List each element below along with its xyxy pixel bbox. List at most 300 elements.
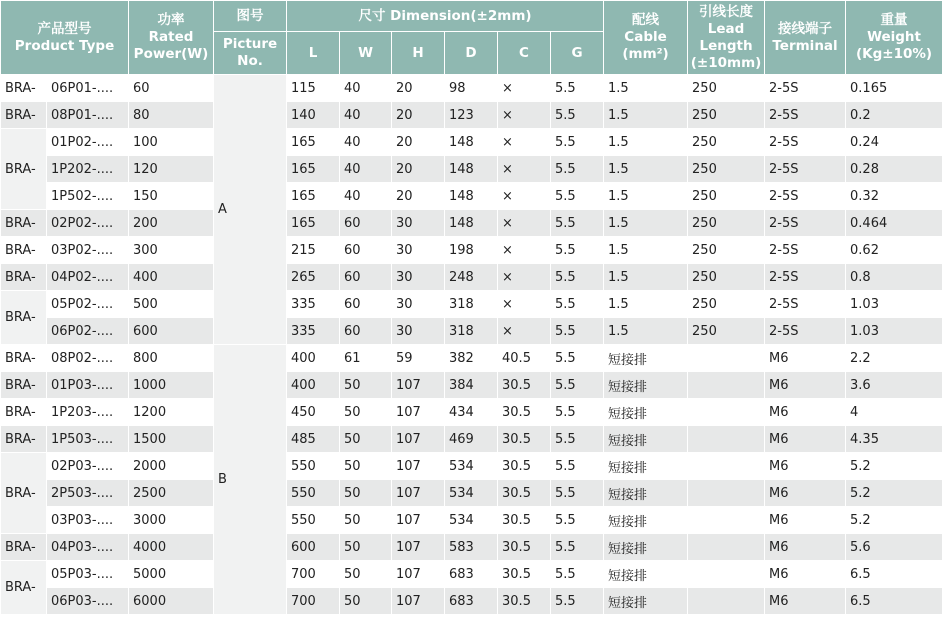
cell-cable: 短接排 bbox=[604, 372, 688, 399]
cell-dim-d: 683 bbox=[445, 588, 498, 615]
table-row bbox=[1, 588, 942, 615]
cell-cable: 短接排 bbox=[604, 453, 688, 480]
table-row bbox=[1, 264, 942, 291]
table-row bbox=[1, 237, 942, 264]
cell-dim-g: 5.5 bbox=[551, 534, 604, 561]
cell-picture-no: B bbox=[214, 345, 287, 615]
table-header bbox=[1, 1, 942, 75]
cell-dim-h: 107 bbox=[392, 453, 445, 480]
cell-lead-length: 250 bbox=[688, 318, 765, 345]
cell-dim-l: 700 bbox=[287, 561, 340, 588]
header-cable-cn: 配线 bbox=[632, 12, 660, 28]
cell-dim-w: 40 bbox=[340, 102, 392, 129]
cell-weight: 0.32 bbox=[846, 183, 942, 210]
header-rated-power-cn: 功率 bbox=[157, 12, 185, 28]
cell-cable: 1.5 bbox=[604, 129, 688, 156]
cell-model-suffix: 06P02-.... bbox=[47, 318, 129, 345]
cell-terminal: 2-5S bbox=[765, 318, 846, 345]
cell-dim-d: 198 bbox=[445, 237, 498, 264]
cell-dim-h: 107 bbox=[392, 507, 445, 534]
cell-rated-power: 80 bbox=[129, 102, 214, 129]
cell-dim-g: 5.5 bbox=[551, 480, 604, 507]
header-rated-power-en1: Rated bbox=[148, 29, 194, 45]
cell-rated-power: 2500 bbox=[129, 480, 214, 507]
cell-dim-c: 30.5 bbox=[498, 480, 551, 507]
header-dim-c: C bbox=[498, 32, 551, 75]
header-terminal-en: Terminal bbox=[772, 37, 838, 54]
cell-dim-d: 148 bbox=[445, 183, 498, 210]
header-product-type-en: Product Type bbox=[14, 37, 115, 54]
cell-dim-w: 50 bbox=[340, 480, 392, 507]
cell-model-prefix: BRA- bbox=[1, 453, 47, 534]
cell-model-prefix: BRA- bbox=[1, 264, 47, 291]
cell-model-suffix: 1P202-.... bbox=[47, 156, 129, 183]
cell-dim-c: × bbox=[498, 129, 551, 156]
header-dim-d: D bbox=[445, 32, 498, 75]
cell-dim-c: 30.5 bbox=[498, 507, 551, 534]
cell-lead-length: 250 bbox=[688, 291, 765, 318]
cell-terminal: M6 bbox=[765, 561, 846, 588]
cell-dim-c: 30.5 bbox=[498, 534, 551, 561]
cell-dim-c: × bbox=[498, 183, 551, 210]
cell-dim-g: 5.5 bbox=[551, 237, 604, 264]
cell-weight: 0.28 bbox=[846, 156, 942, 183]
cell-terminal: 2-5S bbox=[765, 156, 846, 183]
header-product-type-cn: 产品型号 bbox=[37, 20, 92, 37]
header-lead-en2: Length bbox=[699, 37, 753, 54]
table-row bbox=[1, 291, 942, 318]
cell-dim-w: 50 bbox=[340, 453, 392, 480]
header-cable bbox=[604, 1, 688, 75]
cell-model-suffix: 01P02-.... bbox=[47, 129, 129, 156]
cell-dim-w: 60 bbox=[340, 318, 392, 345]
cell-rated-power: 500 bbox=[129, 291, 214, 318]
cell-rated-power: 150 bbox=[129, 183, 214, 210]
cell-model-suffix: 1P503-.... bbox=[47, 426, 129, 453]
cell-lead-length bbox=[688, 426, 765, 453]
cell-cable: 1.5 bbox=[604, 156, 688, 183]
cell-dim-l: 400 bbox=[287, 372, 340, 399]
header-rated-power bbox=[129, 1, 214, 75]
cell-model-suffix: 06P01-.... bbox=[47, 75, 129, 102]
cell-dim-d: 123 bbox=[445, 102, 498, 129]
table-row bbox=[1, 102, 942, 129]
cell-terminal: M6 bbox=[765, 345, 846, 372]
cell-weight: 1.03 bbox=[846, 291, 942, 318]
cell-dim-c: 30.5 bbox=[498, 399, 551, 426]
cell-cable: 1.5 bbox=[604, 291, 688, 318]
cell-dim-d: 248 bbox=[445, 264, 498, 291]
cell-dim-w: 60 bbox=[340, 291, 392, 318]
cell-weight: 3.6 bbox=[846, 372, 942, 399]
cell-terminal: 2-5S bbox=[765, 264, 846, 291]
cell-lead-length bbox=[688, 372, 765, 399]
cell-cable: 短接排 bbox=[604, 588, 688, 615]
cell-dim-h: 107 bbox=[392, 588, 445, 615]
cell-weight: 0.62 bbox=[846, 237, 942, 264]
cell-dim-g: 5.5 bbox=[551, 129, 604, 156]
cell-model-prefix: BRA- bbox=[1, 399, 47, 426]
cell-model-suffix: 02P03-.... bbox=[47, 453, 129, 480]
header-picture bbox=[214, 1, 287, 32]
cell-model-prefix: BRA- bbox=[1, 237, 47, 264]
cell-dim-l: 600 bbox=[287, 534, 340, 561]
header-dimension-label: 尺寸 Dimension(±2mm) bbox=[358, 7, 532, 24]
table-row bbox=[1, 129, 942, 156]
cell-rated-power: 100 bbox=[129, 129, 214, 156]
cell-terminal: 2-5S bbox=[765, 210, 846, 237]
cell-dim-w: 50 bbox=[340, 561, 392, 588]
cell-cable: 1.5 bbox=[604, 102, 688, 129]
cell-weight: 2.2 bbox=[846, 345, 942, 372]
header-lead-en1: Lead bbox=[707, 20, 745, 37]
cell-dim-l: 115 bbox=[287, 75, 340, 102]
cell-dim-g: 5.5 bbox=[551, 264, 604, 291]
cell-rated-power: 120 bbox=[129, 156, 214, 183]
header-picture-no bbox=[214, 32, 287, 75]
cell-model-prefix: BRA- bbox=[1, 75, 47, 102]
cell-rated-power: 60 bbox=[129, 75, 214, 102]
cell-dim-l: 165 bbox=[287, 156, 340, 183]
cell-dim-c: × bbox=[498, 318, 551, 345]
header-picture-no-en2: No. bbox=[237, 53, 263, 69]
cell-terminal: M6 bbox=[765, 426, 846, 453]
cell-dim-d: 434 bbox=[445, 399, 498, 426]
cell-rated-power: 3000 bbox=[129, 507, 214, 534]
header-dim-w: W bbox=[340, 32, 392, 75]
cell-model-suffix: 03P03-.... bbox=[47, 507, 129, 534]
cell-dim-g: 5.5 bbox=[551, 561, 604, 588]
cell-cable: 短接排 bbox=[604, 534, 688, 561]
cell-weight: 1.03 bbox=[846, 318, 942, 345]
cell-dim-h: 20 bbox=[392, 75, 445, 102]
cell-model-suffix: 05P02-.... bbox=[47, 291, 129, 318]
cell-dim-g: 5.5 bbox=[551, 318, 604, 345]
cell-cable: 1.5 bbox=[604, 237, 688, 264]
cell-weight: 5.2 bbox=[846, 507, 942, 534]
cell-cable: 短接排 bbox=[604, 399, 688, 426]
cell-dim-l: 215 bbox=[287, 237, 340, 264]
cell-cable: 短接排 bbox=[604, 480, 688, 507]
cell-rated-power: 400 bbox=[129, 264, 214, 291]
cell-dim-h: 30 bbox=[392, 210, 445, 237]
cell-dim-c: 40.5 bbox=[498, 345, 551, 372]
cell-terminal: M6 bbox=[765, 507, 846, 534]
cell-dim-c: 30.5 bbox=[498, 561, 551, 588]
cell-weight: 6.5 bbox=[846, 561, 942, 588]
cell-dim-w: 50 bbox=[340, 507, 392, 534]
cell-model-prefix: BRA- bbox=[1, 345, 47, 372]
cell-model-suffix: 08P01-.... bbox=[47, 102, 129, 129]
cell-weight: 0.2 bbox=[846, 102, 942, 129]
cell-terminal: 2-5S bbox=[765, 291, 846, 318]
cell-dim-g: 5.5 bbox=[551, 102, 604, 129]
header-picture-no-en1: Picture bbox=[222, 36, 278, 52]
cell-dim-h: 30 bbox=[392, 237, 445, 264]
cell-dim-l: 165 bbox=[287, 210, 340, 237]
cell-dim-g: 5.5 bbox=[551, 291, 604, 318]
table-row bbox=[1, 318, 942, 345]
table-row bbox=[1, 75, 942, 102]
cell-dim-h: 20 bbox=[392, 183, 445, 210]
cell-dim-w: 50 bbox=[340, 426, 392, 453]
cell-rated-power: 2000 bbox=[129, 453, 214, 480]
cell-dim-h: 107 bbox=[392, 426, 445, 453]
cell-dim-d: 318 bbox=[445, 318, 498, 345]
cell-dim-c: × bbox=[498, 264, 551, 291]
cell-lead-length bbox=[688, 480, 765, 507]
cell-terminal: 2-5S bbox=[765, 183, 846, 210]
cell-dim-l: 550 bbox=[287, 480, 340, 507]
cell-dim-c: 30.5 bbox=[498, 372, 551, 399]
cell-dim-l: 450 bbox=[287, 399, 340, 426]
cell-dim-h: 59 bbox=[392, 345, 445, 372]
cell-dim-l: 700 bbox=[287, 588, 340, 615]
cell-dim-w: 40 bbox=[340, 75, 392, 102]
header-product-type bbox=[1, 1, 129, 75]
cell-dim-g: 5.5 bbox=[551, 210, 604, 237]
cell-dim-d: 148 bbox=[445, 210, 498, 237]
cell-dim-c: × bbox=[498, 291, 551, 318]
cell-weight: 5.6 bbox=[846, 534, 942, 561]
cell-dim-l: 265 bbox=[287, 264, 340, 291]
cell-lead-length bbox=[688, 507, 765, 534]
cell-dim-h: 20 bbox=[392, 156, 445, 183]
cell-model-prefix: BRA- bbox=[1, 129, 47, 210]
cell-cable: 短接排 bbox=[604, 345, 688, 372]
cell-weight: 4.35 bbox=[846, 426, 942, 453]
cell-lead-length: 250 bbox=[688, 156, 765, 183]
table-row bbox=[1, 561, 942, 588]
cell-dim-c: × bbox=[498, 75, 551, 102]
header-terminal bbox=[765, 1, 846, 75]
cell-dim-c: × bbox=[498, 102, 551, 129]
header-dim-g: G bbox=[551, 32, 604, 75]
cell-rated-power: 600 bbox=[129, 318, 214, 345]
cell-dim-h: 30 bbox=[392, 318, 445, 345]
header-lead-unit: (±10mm) bbox=[690, 54, 762, 71]
cell-dim-w: 40 bbox=[340, 183, 392, 210]
cell-model-suffix: 01P03-.... bbox=[47, 372, 129, 399]
cell-weight: 5.2 bbox=[846, 480, 942, 507]
cell-dim-d: 534 bbox=[445, 453, 498, 480]
header-cable-unit: (mm²) bbox=[622, 46, 669, 62]
cell-dim-h: 30 bbox=[392, 264, 445, 291]
cell-model-suffix: 04P02-.... bbox=[47, 264, 129, 291]
header-weight-unit: (Kg±10%) bbox=[855, 46, 933, 62]
cell-dim-c: × bbox=[498, 210, 551, 237]
header-dim-l: L bbox=[287, 32, 340, 75]
cell-model-suffix: 1P502-.... bbox=[47, 183, 129, 210]
cell-model-prefix: BRA- bbox=[1, 561, 47, 615]
cell-terminal: 2-5S bbox=[765, 75, 846, 102]
cell-dim-h: 20 bbox=[392, 102, 445, 129]
cell-dim-w: 60 bbox=[340, 264, 392, 291]
cell-weight: 0.24 bbox=[846, 129, 942, 156]
cell-dim-h: 107 bbox=[392, 399, 445, 426]
cell-model-prefix: BRA- bbox=[1, 102, 47, 129]
cell-dim-h: 107 bbox=[392, 480, 445, 507]
cell-dim-d: 384 bbox=[445, 372, 498, 399]
cell-terminal: M6 bbox=[765, 534, 846, 561]
table-row bbox=[1, 426, 942, 453]
cell-cable: 短接排 bbox=[604, 507, 688, 534]
cell-dim-w: 40 bbox=[340, 129, 392, 156]
table-row bbox=[1, 210, 942, 237]
cell-model-prefix: BRA- bbox=[1, 210, 47, 237]
table-row bbox=[1, 183, 942, 210]
cell-dim-l: 335 bbox=[287, 318, 340, 345]
table-row bbox=[1, 399, 942, 426]
cell-terminal: M6 bbox=[765, 588, 846, 615]
cell-dim-w: 50 bbox=[340, 588, 392, 615]
cell-lead-length: 250 bbox=[688, 210, 765, 237]
cell-dim-g: 5.5 bbox=[551, 75, 604, 102]
header-cable-en: Cable bbox=[624, 29, 667, 45]
cell-dim-d: 583 bbox=[445, 534, 498, 561]
cell-dim-w: 61 bbox=[340, 345, 392, 372]
header-picture-cn: 图号 bbox=[236, 7, 264, 24]
cell-terminal: 2-5S bbox=[765, 237, 846, 264]
cell-dim-d: 534 bbox=[445, 480, 498, 507]
cell-rated-power: 1500 bbox=[129, 426, 214, 453]
cell-dim-d: 148 bbox=[445, 129, 498, 156]
cell-model-suffix: 04P03-.... bbox=[47, 534, 129, 561]
cell-lead-length: 250 bbox=[688, 102, 765, 129]
cell-dim-g: 5.5 bbox=[551, 372, 604, 399]
cell-dim-g: 5.5 bbox=[551, 156, 604, 183]
cell-model-suffix: 03P02-.... bbox=[47, 237, 129, 264]
header-lead-length bbox=[688, 1, 765, 75]
cell-model-prefix: BRA- bbox=[1, 372, 47, 399]
cell-dim-g: 5.5 bbox=[551, 426, 604, 453]
table-row bbox=[1, 345, 942, 372]
cell-weight: 0.165 bbox=[846, 75, 942, 102]
cell-lead-length: 250 bbox=[688, 237, 765, 264]
cell-dim-l: 335 bbox=[287, 291, 340, 318]
cell-dim-h: 107 bbox=[392, 561, 445, 588]
cell-terminal: M6 bbox=[765, 453, 846, 480]
cell-dim-c: 30.5 bbox=[498, 426, 551, 453]
cell-model-suffix: 02P02-.... bbox=[47, 210, 129, 237]
cell-dim-g: 5.5 bbox=[551, 507, 604, 534]
cell-dim-d: 98 bbox=[445, 75, 498, 102]
cell-dim-h: 107 bbox=[392, 534, 445, 561]
cell-rated-power: 1200 bbox=[129, 399, 214, 426]
cell-lead-length bbox=[688, 561, 765, 588]
cell-cable: 1.5 bbox=[604, 210, 688, 237]
cell-lead-length bbox=[688, 534, 765, 561]
cell-model-suffix: 08P02-.... bbox=[47, 345, 129, 372]
cell-lead-length bbox=[688, 588, 765, 615]
cell-lead-length bbox=[688, 345, 765, 372]
cell-dim-g: 5.5 bbox=[551, 183, 604, 210]
cell-dim-w: 50 bbox=[340, 399, 392, 426]
table-body bbox=[1, 75, 942, 615]
cell-dim-w: 50 bbox=[340, 534, 392, 561]
cell-dim-l: 485 bbox=[287, 426, 340, 453]
header-weight bbox=[846, 1, 942, 75]
cell-weight: 6.5 bbox=[846, 588, 942, 615]
header-weight-en: Weight bbox=[867, 29, 921, 45]
cell-dim-d: 534 bbox=[445, 507, 498, 534]
cell-dim-l: 400 bbox=[287, 345, 340, 372]
table-row bbox=[1, 453, 942, 480]
cell-dim-c: × bbox=[498, 156, 551, 183]
cell-dim-c: 30.5 bbox=[498, 453, 551, 480]
cell-lead-length: 250 bbox=[688, 264, 765, 291]
cell-dim-h: 107 bbox=[392, 372, 445, 399]
cell-lead-length bbox=[688, 399, 765, 426]
cell-dim-h: 30 bbox=[392, 291, 445, 318]
table-row bbox=[1, 534, 942, 561]
table-row bbox=[1, 507, 942, 534]
cell-dim-d: 148 bbox=[445, 156, 498, 183]
header-weight-cn: 重量 bbox=[880, 12, 908, 28]
cell-dim-l: 550 bbox=[287, 453, 340, 480]
cell-rated-power: 1000 bbox=[129, 372, 214, 399]
table-row bbox=[1, 480, 942, 507]
cell-model-prefix: BRA- bbox=[1, 534, 47, 561]
cell-dim-w: 60 bbox=[340, 237, 392, 264]
cell-rated-power: 4000 bbox=[129, 534, 214, 561]
cell-dim-w: 40 bbox=[340, 156, 392, 183]
header-rated-power-en2: Power(W) bbox=[133, 46, 209, 62]
cell-rated-power: 800 bbox=[129, 345, 214, 372]
cell-dim-l: 165 bbox=[287, 129, 340, 156]
cell-model-suffix: 2P503-.... bbox=[47, 480, 129, 507]
cell-rated-power: 200 bbox=[129, 210, 214, 237]
cell-terminal: 2-5S bbox=[765, 129, 846, 156]
cell-lead-length: 250 bbox=[688, 129, 765, 156]
cell-dim-w: 50 bbox=[340, 372, 392, 399]
cell-dim-c: × bbox=[498, 237, 551, 264]
table-row bbox=[1, 372, 942, 399]
cell-rated-power: 6000 bbox=[129, 588, 214, 615]
cell-terminal: 2-5S bbox=[765, 102, 846, 129]
cell-model-suffix: 06P03-.... bbox=[47, 588, 129, 615]
cell-dim-w: 60 bbox=[340, 210, 392, 237]
cell-cable: 短接排 bbox=[604, 561, 688, 588]
cell-terminal: M6 bbox=[765, 372, 846, 399]
cell-dim-g: 5.5 bbox=[551, 588, 604, 615]
cell-dim-d: 382 bbox=[445, 345, 498, 372]
cell-dim-h: 20 bbox=[392, 129, 445, 156]
cell-weight: 5.2 bbox=[846, 453, 942, 480]
cell-weight: 4 bbox=[846, 399, 942, 426]
cell-terminal: M6 bbox=[765, 480, 846, 507]
cell-terminal: M6 bbox=[765, 399, 846, 426]
cell-rated-power: 5000 bbox=[129, 561, 214, 588]
cell-dim-d: 683 bbox=[445, 561, 498, 588]
cell-dim-d: 318 bbox=[445, 291, 498, 318]
cell-dim-g: 5.5 bbox=[551, 345, 604, 372]
cell-model-suffix: 05P03-.... bbox=[47, 561, 129, 588]
header-dimension bbox=[287, 1, 604, 32]
cell-model-prefix: BRA- bbox=[1, 291, 47, 345]
table-row bbox=[1, 156, 942, 183]
cell-dim-l: 550 bbox=[287, 507, 340, 534]
cell-cable: 1.5 bbox=[604, 75, 688, 102]
cell-weight: 0.8 bbox=[846, 264, 942, 291]
cell-dim-l: 165 bbox=[287, 183, 340, 210]
cell-cable: 1.5 bbox=[604, 183, 688, 210]
cell-model-suffix: 1P203-.... bbox=[47, 399, 129, 426]
cell-dim-g: 5.5 bbox=[551, 399, 604, 426]
header-terminal-cn: 接线端子 bbox=[778, 20, 833, 37]
cell-model-prefix: BRA- bbox=[1, 426, 47, 453]
cell-dim-g: 5.5 bbox=[551, 453, 604, 480]
